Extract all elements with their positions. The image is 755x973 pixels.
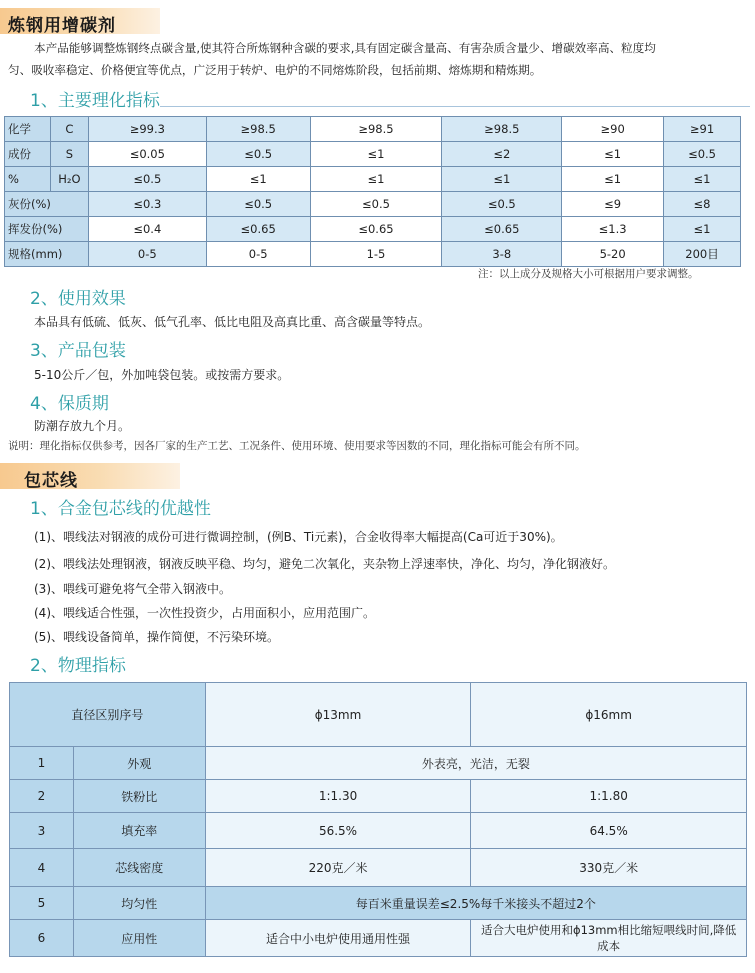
section-heading-packaging: 3、产品包装: [30, 341, 126, 361]
cored-wire-title: 包芯线: [24, 471, 78, 491]
table-cell: ≤1: [664, 167, 741, 192]
table-row: [10, 849, 747, 887]
table-row: [10, 887, 747, 920]
table-cell: ≥99.3: [88, 117, 206, 142]
section-heading-advantages: 1、合金包芯线的优越性: [30, 499, 211, 519]
shelf-life-text: 防潮存放九个月。: [34, 419, 131, 433]
advantage-item: (1)、喂线法对钢液的成份可进行微调控制，(例B、Ti元素)，合金收得率大幅提高(Ca可近于30%)。: [34, 530, 563, 544]
table-row: [10, 780, 747, 813]
row-label: 成份: [5, 142, 51, 167]
row-label: %: [5, 167, 51, 192]
advantage-item: (3)、喂线可避免将气全带入钢液中。: [34, 582, 231, 596]
table-note: 注：以上成分及规格大小可根据用户要求调整。: [478, 268, 699, 280]
table-cell: ≤2: [442, 142, 562, 167]
table-cell: 220克／米: [205, 849, 471, 887]
table-header-row: [10, 683, 747, 747]
table-cell: ≤0.4: [88, 217, 206, 242]
section-heading-physical: 2、物理指标: [30, 656, 126, 676]
row-sublabel: S: [50, 142, 88, 167]
table-cell: 1:1.80: [471, 780, 747, 813]
row-number: 1: [10, 747, 74, 780]
table-cell: 64.5%: [471, 813, 747, 849]
page-title: 炼钢用增碳剂: [8, 16, 116, 36]
table-row: [10, 747, 747, 780]
table-cell: ≤0.3: [88, 192, 206, 217]
row-number: 6: [10, 920, 74, 957]
table-cell: ≤1: [562, 142, 664, 167]
divider: [160, 106, 750, 107]
row-number: 4: [10, 849, 74, 887]
table-cell: ≥98.5: [206, 117, 310, 142]
row-name: 铁粉比: [73, 780, 205, 813]
table-row: [5, 192, 741, 217]
section-heading-specs: 1、主要理化指标: [30, 91, 160, 111]
row-sublabel: C: [50, 117, 88, 142]
table-row: [5, 142, 741, 167]
table-cell: ≤0.5: [310, 192, 442, 217]
table-cell: ≤0.65: [442, 217, 562, 242]
table-cell: 0-5: [206, 242, 310, 267]
packaging-text: 5-10公斤／包，外加吨袋包装。或按需方要求。: [34, 368, 290, 382]
table-row: [5, 217, 741, 242]
intro-line-2: 匀、吸收率稳定、价格便宜等优点，广泛用于转炉、电炉的不同熔炼阶段，包括前期、熔炼期和精炼期。: [8, 63, 542, 77]
table-cell: ≤0.5: [88, 167, 206, 192]
table-cell: ≤1: [206, 167, 310, 192]
table-cell: 适合中小电炉使用通用性强: [205, 920, 471, 957]
row-name: 应用性: [73, 920, 205, 957]
disclaimer: 说明：理化指标仅供参考，因各厂家的生产工艺、工况条件、使用环境、使用要求等因数的不同，理化指标可能会有所不同。: [8, 440, 586, 452]
table-cell: ≤0.5: [664, 142, 741, 167]
table-cell: 适合大电炉使用和ϕ13mm相比缩短喂线时间,降低成本: [471, 920, 747, 957]
table-cell: 56.5%: [205, 813, 471, 849]
table-row: [10, 920, 747, 957]
physical-spec-table: [9, 682, 747, 957]
row-label: 化学: [5, 117, 51, 142]
table-cell: ≤1: [310, 167, 442, 192]
table-cell: ≤0.5: [206, 192, 310, 217]
table-cell: ≥98.5: [442, 117, 562, 142]
row-name: 芯线密度: [73, 849, 205, 887]
section-heading-effect: 2、使用效果: [30, 289, 126, 309]
section-heading-shelf-life: 4、保质期: [30, 394, 109, 414]
table-row: [5, 117, 741, 142]
row-label: 规格(mm): [5, 242, 89, 267]
header-col-13mm: ϕ13mm: [205, 683, 471, 747]
row-name: 均匀性: [73, 887, 205, 920]
table-cell: ≤8: [664, 192, 741, 217]
table-cell: ≤0.05: [88, 142, 206, 167]
spec-table: [4, 116, 741, 267]
header-label: 直径区别序号: [10, 683, 206, 747]
advantage-item: (4)、喂线适合性强，一次性投资少，占用面积小，应用范围广。: [34, 606, 376, 620]
table-row: [10, 813, 747, 849]
table-cell: 3-8: [442, 242, 562, 267]
row-number: 5: [10, 887, 74, 920]
table-cell: 330克／米: [471, 849, 747, 887]
advantage-item: (5)、喂线设备简单，操作简便，不污染环境。: [34, 630, 279, 644]
table-cell: ≤0.5: [206, 142, 310, 167]
table-cell: 每百米重量误差≤2.5%每千米接头不超过2个: [205, 887, 746, 920]
table-cell: ≤1.3: [562, 217, 664, 242]
table-cell: ≤0.65: [310, 217, 442, 242]
header-col-16mm: ϕ16mm: [471, 683, 747, 747]
table-cell: ≥98.5: [310, 117, 442, 142]
row-number: 2: [10, 780, 74, 813]
row-name: 外观: [73, 747, 205, 780]
table-cell: 1:1.30: [205, 780, 471, 813]
row-number: 3: [10, 813, 74, 849]
table-cell: 1-5: [310, 242, 442, 267]
table-cell: ≤1: [442, 167, 562, 192]
table-cell: ≤1: [664, 217, 741, 242]
table-cell: ≤1: [562, 167, 664, 192]
table-cell: ≥91: [664, 117, 741, 142]
table-cell: ≤0.5: [442, 192, 562, 217]
table-cell: 0-5: [88, 242, 206, 267]
table-row: [5, 167, 741, 192]
row-label: 灰份(%): [5, 192, 89, 217]
effect-text: 本品具有低硫、低灰、低气孔率、低比电阻及高真比重、高含碳量等特点。: [34, 315, 431, 329]
table-cell: 5-20: [562, 242, 664, 267]
table-cell: 200目: [664, 242, 741, 267]
table-cell: ≤0.65: [206, 217, 310, 242]
intro-line-1: 本产品能够调整炼钢终点碳含量,使其符合所炼钢种含碳的要求,具有固定碳含量高、有害杂质含量少、增碳效率高、粒度均: [34, 41, 656, 55]
table-cell: ≤1: [310, 142, 442, 167]
row-sublabel: H₂O: [50, 167, 88, 192]
table-cell: 外表亮，光洁，无裂: [205, 747, 746, 780]
table-cell: ≥90: [562, 117, 664, 142]
advantage-item: (2)、喂线法处理钢液，钢液反映平稳、均匀，避免二次氧化，夹杂物上浮速率快，净化、均匀，净化钢液好。: [34, 557, 616, 571]
table-row: [5, 242, 741, 267]
row-name: 填充率: [73, 813, 205, 849]
table-cell: ≤9: [562, 192, 664, 217]
row-label: 挥发份(%): [5, 217, 89, 242]
